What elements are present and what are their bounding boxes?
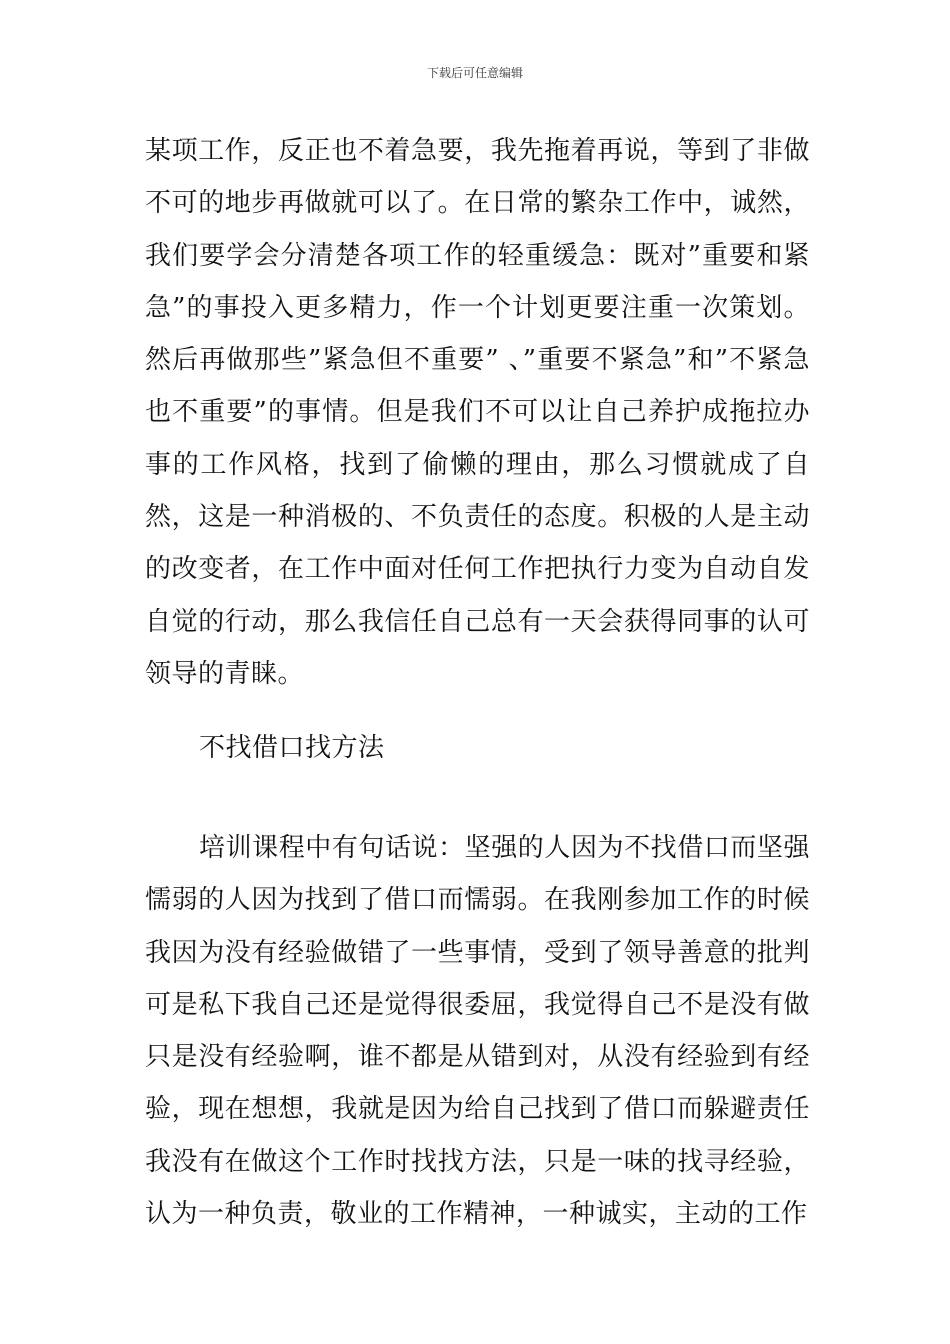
section-heading: 不找借口找方法 <box>199 733 385 763</box>
paragraph-2-container <box>145 822 810 1240</box>
paragraph-2: 培训课程中有句话说：坚强的人因为不找借口而坚强懦弱的人因为找到了借口而懦弱。在我刚参加工作的时候我因为没有经验做错了一些事情，受到了领导善意的批判可是私下我自己还是觉得很委屈，我觉得自己不是没有做只是没有经验啊，谁不都是从错到对，从没有经验到有经验，现在想想，我就是因为给自己找到了借口而躲避责任我没有在做这个工作时找找方法，只是一味的找寻经验，认为一种负责，敬业的工作精神，一种诚实，主动的工作 <box>145 833 810 1230</box>
paragraph-1: 某项工作，反正也不着急要，我先拖着再说，等到了非做不可的地步再做就可以了。在日常的繁杂工作中，诚然，我们要学会分清楚各项工作的轻重缓急：既对”重要和紧急”的事投入更多精力，作一个计划更要注重一次策划。然后再做那些”紧急但不重要” 、”重要不紧急”和”不紧急也不重要”的事情。但是我们不可以让自己养护成拖拉办事的工作风格，找到了偷懒的理由，那么习惯就成了自然，这是一种消极的、不负责任的态度。积极的人是主动的改变者，在工作中面对任何工作把执行力变为自动自发自觉的行动，那么我信任自己总有一天会获得同事的认可领导的青睐。 <box>145 136 810 689</box>
page-header: 下载后可任意编辑 <box>426 66 523 80</box>
paragraph-1-container <box>145 125 810 700</box>
